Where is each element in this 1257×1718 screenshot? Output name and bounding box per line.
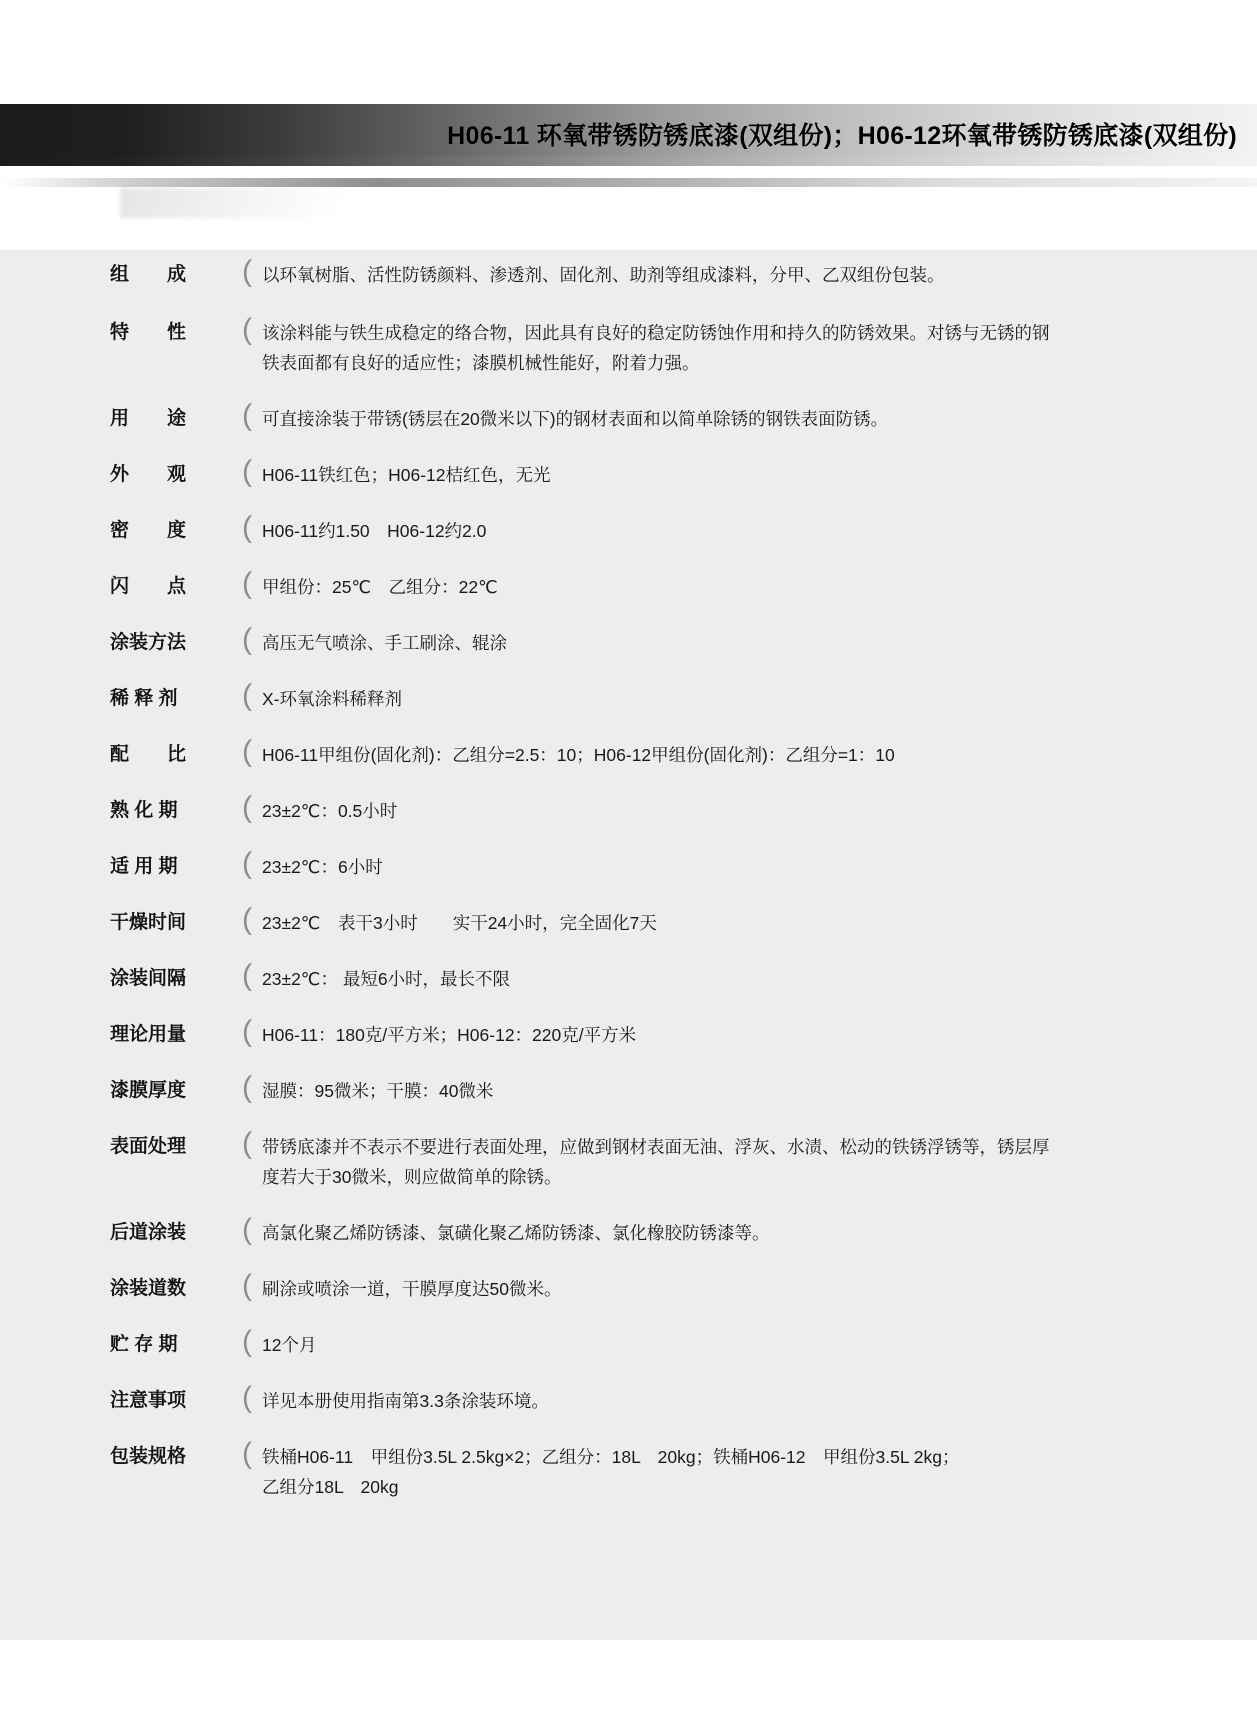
spec-row-value xyxy=(256,684,1217,714)
spec-row xyxy=(0,511,1257,546)
bracket-glyph: ( xyxy=(242,567,252,600)
spec-row-value xyxy=(256,260,1217,290)
spec-row-value-line: 23±2℃：6小时 xyxy=(262,857,383,877)
spec-row-value-line: 12个月 xyxy=(262,1335,317,1355)
spec-row-value xyxy=(256,1020,1217,1050)
spec-row-label: 熟 化 期 xyxy=(110,800,178,821)
spec-row-value-line: 详见本册使用指南第3.3条涂装环境。 xyxy=(262,1391,549,1411)
spec-row-value-line: 铁桶H06-11 甲组份3.5L 2.5kg×2；乙组分：18L 20kg；铁桶H06-12 甲组份3.5L 2kg； xyxy=(262,1447,960,1467)
spec-row-value-line: X-环氧涂料稀释剂 xyxy=(262,689,402,709)
spec-row-value-line: H06-11约1.50 H06-12约2.0 xyxy=(262,521,487,541)
spec-row xyxy=(0,399,1257,434)
spec-row-value xyxy=(256,318,1217,378)
spec-row xyxy=(0,1269,1257,1304)
spec-row-label: 涂装间隔 xyxy=(110,968,187,989)
spec-row-value-line: H06-11甲组份(固化剂)：乙组分=2.5：10；H06-12甲组份(固化剂)：乙组分=1：10 xyxy=(262,745,895,765)
spec-row-label: 贮 存 期 xyxy=(110,1334,178,1355)
spec-row-value-line: 高氯化聚乙烯防锈漆、氯磺化聚乙烯防锈漆、氯化橡胶防锈漆等。 xyxy=(262,1223,770,1243)
spec-row-label: 后道涂装 xyxy=(110,1222,187,1243)
spec-row-label: 组 成 xyxy=(110,264,187,285)
spec-row xyxy=(0,1325,1257,1360)
spec-row xyxy=(0,847,1257,882)
bracket-glyph: ( xyxy=(242,847,252,880)
spec-row-label: 干燥时间 xyxy=(110,912,187,933)
spec-row-value-line: 乙组分18L 20kg xyxy=(262,1477,399,1497)
spec-row-value xyxy=(256,1386,1217,1416)
spec-row-label: 涂装道数 xyxy=(110,1278,187,1299)
spec-row-value-line: 刷涂或喷涂一道，干膜厚度达50微米。 xyxy=(262,1279,562,1299)
spec-row xyxy=(0,623,1257,658)
spec-row-label: 注意事项 xyxy=(110,1390,187,1411)
spec-row-value-line: 甲组份：25℃ 乙组分：22℃ xyxy=(262,577,498,597)
spec-row xyxy=(0,903,1257,938)
spec-row-value xyxy=(256,1218,1217,1248)
bracket-glyph: ( xyxy=(242,791,252,824)
spec-row-value xyxy=(256,964,1217,994)
spec-row-value xyxy=(256,796,1217,826)
bracket-glyph: ( xyxy=(242,1325,252,1358)
spec-row-value xyxy=(256,1132,1217,1192)
spec-row-label: 闪 点 xyxy=(110,576,187,597)
bracket-glyph: ( xyxy=(242,735,252,768)
decorative-wisp xyxy=(120,188,440,218)
spec-row-value-line: 度若大于30微米，则应做简单的除锈。 xyxy=(262,1167,562,1187)
bracket-glyph: ( xyxy=(242,511,252,544)
spec-row-value xyxy=(256,404,1217,434)
spec-row-value-line: 23±2℃： 最短6小时，最长不限 xyxy=(262,969,511,989)
spec-row-value xyxy=(256,1274,1217,1304)
bracket-glyph: ( xyxy=(242,1015,252,1048)
spec-row-label: 稀 释 剂 xyxy=(110,688,178,709)
spec-row-label: 配 比 xyxy=(110,744,187,765)
bracket-glyph: ( xyxy=(242,903,252,936)
bracket-glyph: ( xyxy=(242,623,252,656)
spec-row xyxy=(0,679,1257,714)
bracket-glyph: ( xyxy=(242,255,252,288)
spec-row-label: 密 度 xyxy=(110,520,187,541)
bracket-glyph: ( xyxy=(242,1269,252,1302)
spec-row-value-line: 23±2℃ 表干3小时 实干24小时，完全固化7天 xyxy=(262,913,657,933)
spec-row-value xyxy=(256,460,1217,490)
page-title: H06-11 环氧带锈防锈底漆(双组份)；H06-12环氧带锈防锈底漆(双组份) xyxy=(447,122,1237,150)
spec-row-value xyxy=(256,852,1217,882)
spec-row xyxy=(0,567,1257,602)
bracket-glyph: ( xyxy=(242,959,252,992)
spec-row-label: 用 途 xyxy=(110,408,187,429)
bracket-glyph: ( xyxy=(242,1437,252,1470)
spec-row-value-line: H06-11：180克/平方米；H06-12：220克/平方米 xyxy=(262,1025,637,1045)
bracket-glyph: ( xyxy=(242,455,252,488)
spec-row-value-line: 可直接涂装于带锈(锈层在20微米以下)的钢材表面和以简单除锈的钢铁表面防锈。 xyxy=(262,409,889,429)
spec-row xyxy=(0,455,1257,490)
spec-row-value-line: 23±2℃：0.5小时 xyxy=(262,801,398,821)
bracket-glyph: ( xyxy=(242,1381,252,1414)
spec-row xyxy=(0,1127,1257,1192)
spec-row-value-line: 以环氧树脂、活性防锈颜料、渗透剂、固化剂、助剂等组成漆料，分甲、乙双组份包装。 xyxy=(262,265,945,285)
spec-row xyxy=(0,250,1257,300)
bracket-glyph: ( xyxy=(242,399,252,432)
spec-row xyxy=(0,1015,1257,1050)
spec-row xyxy=(0,735,1257,770)
spec-list xyxy=(0,250,1257,1528)
spec-row xyxy=(0,1437,1257,1502)
spec-row-value-line: 带锈底漆并不表示不要进行表面处理，应做到钢材表面无油、浮灰、水渍、松动的铁锈浮锈等，锈层厚 xyxy=(262,1137,1050,1157)
spec-row-value xyxy=(256,1076,1217,1106)
spec-row xyxy=(0,791,1257,826)
spec-row-value-line: H06-11铁红色；H06-12桔红色，无光 xyxy=(262,465,551,485)
bracket-glyph: ( xyxy=(242,1071,252,1104)
spec-row-value xyxy=(256,1330,1217,1360)
bracket-glyph: ( xyxy=(242,679,252,712)
spec-row-value-line: 该涂料能与铁生成稳定的络合物，因此具有良好的稳定防锈蚀作用和持久的防锈效果。对锈与无锈的钢 xyxy=(262,323,1050,343)
spec-row-value-line: 湿膜：95微米；干膜：40微米 xyxy=(262,1081,494,1101)
spec-row-value xyxy=(256,572,1217,602)
spec-row-label: 漆膜厚度 xyxy=(110,1080,187,1101)
spec-row-label: 外 观 xyxy=(110,464,187,485)
spec-row xyxy=(0,959,1257,994)
spec-row-label: 适 用 期 xyxy=(110,856,178,877)
spec-row-value xyxy=(256,628,1217,658)
spec-row-label: 表面处理 xyxy=(110,1136,187,1157)
spec-row-label: 包装规格 xyxy=(110,1446,187,1467)
spec-row xyxy=(0,1381,1257,1416)
spec-row xyxy=(0,1213,1257,1248)
spec-row-value xyxy=(256,908,1217,938)
spec-row-value xyxy=(256,740,1217,770)
bracket-glyph: ( xyxy=(242,313,252,346)
spec-row-value-line: 铁表面都有良好的适应性；漆膜机械性能好，附着力强。 xyxy=(262,353,700,373)
spec-row-label: 特 性 xyxy=(110,322,187,343)
spec-row-label: 涂装方法 xyxy=(110,632,187,653)
spec-row-value-line: 高压无气喷涂、手工刷涂、辊涂 xyxy=(262,633,507,653)
spec-row-label: 理论用量 xyxy=(110,1024,187,1045)
spec-row-value xyxy=(256,1442,1217,1502)
bracket-glyph: ( xyxy=(242,1213,252,1246)
spec-row xyxy=(0,1071,1257,1106)
spec-row-value xyxy=(256,516,1217,546)
spec-row xyxy=(0,313,1257,378)
bracket-glyph: ( xyxy=(242,1127,252,1160)
header-divider-rule xyxy=(0,178,1257,187)
